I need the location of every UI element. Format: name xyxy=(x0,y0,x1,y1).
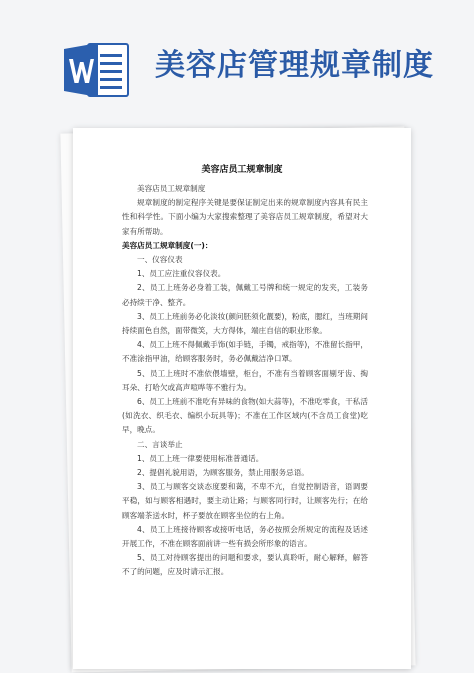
doc-paragraph: 5、员工上班时不准依偎墙壁，柜台，不准有当着顾客面剔牙齿、掏耳朵、打哈欠或高声喧哗等不雅行为。 xyxy=(122,368,368,392)
doc-subheading: 二、言谈举止 xyxy=(137,439,183,449)
doc-paragraph: 6、员工上班前不准吃有异味的食物(如大蒜等)，不准吃零食，干私活(如洗衣、织毛衣、编织小玩具等)；不准在工作区域内(不含员工食堂)吃早，晚点。 xyxy=(122,397,368,435)
document-title: 美容店员工规章制度 xyxy=(201,165,283,175)
doc-section-heading: 美容店员工规章制度(一)： xyxy=(122,240,213,250)
page-header xyxy=(0,0,474,122)
doc-paragraph: 规章制度的制定程序关键是要保证制定出来的规章制度内容具有民主性和科学性。下面小编为大家搜索整理了美容店员工规章制度，希望对大家有所帮助。 xyxy=(122,198,368,236)
page-title: 美容店管理规章制度 xyxy=(155,48,434,83)
doc-paragraph: 2、提倡礼貌用语，为顾客服务，禁止用服务忌语。 xyxy=(137,468,309,478)
doc-paragraph: 美容店员工规章制度 xyxy=(137,184,206,193)
document-page xyxy=(73,128,411,669)
doc-subheading: 一、仪容仪表 xyxy=(137,255,183,265)
doc-paragraph: 4、员工上班不得佩戴手饰(如手链，手镯，戒指等)，不准留长指甲，不准涂指甲油，给顾客服务时，务必佩戴洁净口罩。 xyxy=(122,340,368,364)
doc-paragraph: 1、员工应注重仪容仪表。 xyxy=(137,269,226,279)
doc-paragraph: 1、员工上班一律要使用标准普通话。 xyxy=(137,453,264,463)
doc-paragraph: 3、员工与顾客交谈态度要和蔼，不卑不亢，自觉控制语音，语调要平稳，如与顾客相遇时，要主动让路；与顾客同行时，让顾客先行；在给顾客端茶送水时，杯子要放在顾客坐位的右上角。 xyxy=(122,482,368,520)
doc-paragraph: 3、员工上班前务必化淡妆(颜问胚须化靓要)，粉底，腮红，当班期间持续面色自然，面带微笑，大方得体，端庄自信的职业形象。 xyxy=(122,311,368,336)
doc-paragraph: 5、员工对待顾客提出的问题和要求，要认真聆听，耐心解释，解答不了的问题，应及时请示汇报。 xyxy=(122,553,368,577)
doc-paragraph: 4、员工上班接待顾客或接听电话，务必按照会所规定的流程及话述开展工作，不准在顾客面前讲一些有损会所形象的语言。 xyxy=(122,524,368,549)
word-document-icon xyxy=(62,40,132,100)
document-body xyxy=(122,182,368,580)
doc-paragraph: 2、员工上班务必身着工装，佩戴工号牌和统一规定的发夹，工装务必持续干净、整齐。 xyxy=(122,283,368,307)
